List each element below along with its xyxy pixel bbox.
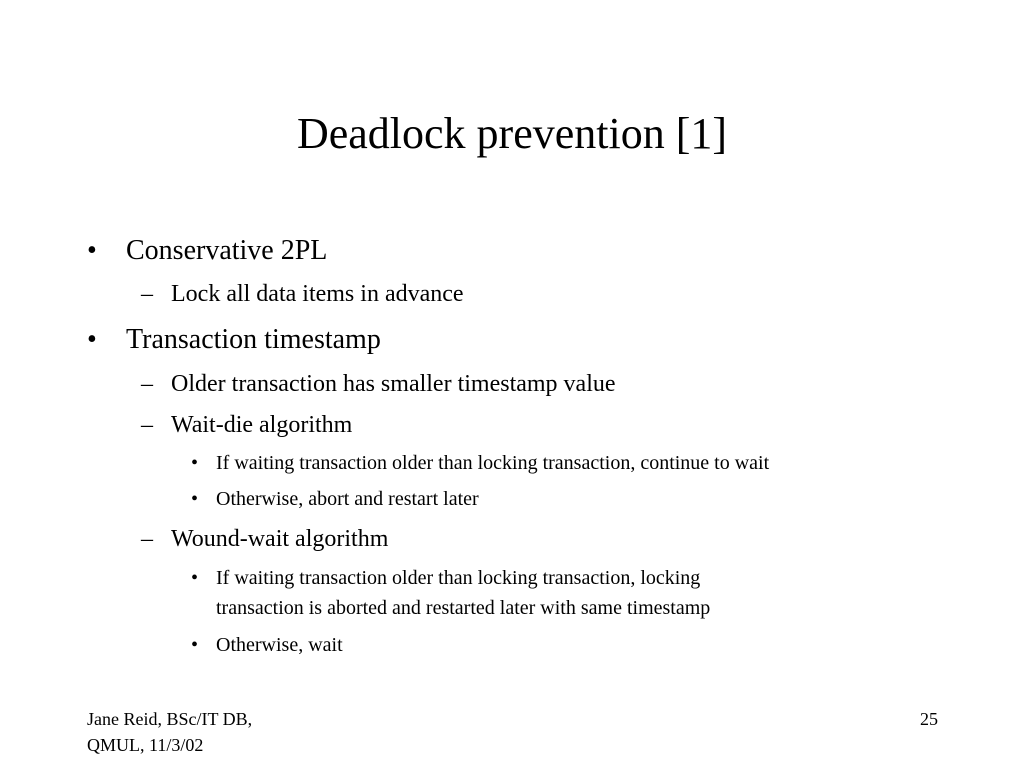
bullet-marker: • [191,567,199,589]
bullet-text: Conservative 2PL [126,235,328,266]
bullet-marker: • [87,235,97,266]
sub-bullet-text: Wait-die algorithm [171,412,353,438]
dash-marker: – [141,371,153,397]
bullet-marker: • [87,324,97,355]
footer-author-line-1: Jane Reid, BSc/IT DB, [87,709,253,729]
sub-sub-bullet-text: Otherwise, wait [216,634,343,656]
sub-sub-bullet-text: If waiting transaction older than locking transaction, continue to wait [216,452,770,474]
bullet-text: Transaction timestamp [126,324,381,355]
bullet-marker: • [191,634,199,656]
bullet-marker: • [191,488,199,510]
dash-marker: – [141,526,153,552]
dash-marker: – [141,412,153,438]
sub-sub-bullet-text: Otherwise, abort and restart later [216,488,479,510]
footer-author [87,706,252,758]
bullet-marker: • [191,452,199,474]
sub-bullet-text: Wound-wait algorithm [171,526,389,552]
sub-bullet-text: Lock all data items in advance [171,281,464,307]
dash-marker: – [141,281,153,307]
slide-title: Deadlock prevention [1] [296,109,728,158]
sub-bullet-text: Older transaction has smaller timestamp value [171,371,616,397]
sub-sub-bullet-text-line-1: If waiting transaction older than locking transaction, locking [216,567,701,589]
footer-author-line-2: QMUL, 11/3/02 [87,735,204,755]
sub-sub-bullet-text-line-2: transaction is aborted and restarted later with same timestamp [216,597,711,619]
page-number: 25 [920,709,938,729]
